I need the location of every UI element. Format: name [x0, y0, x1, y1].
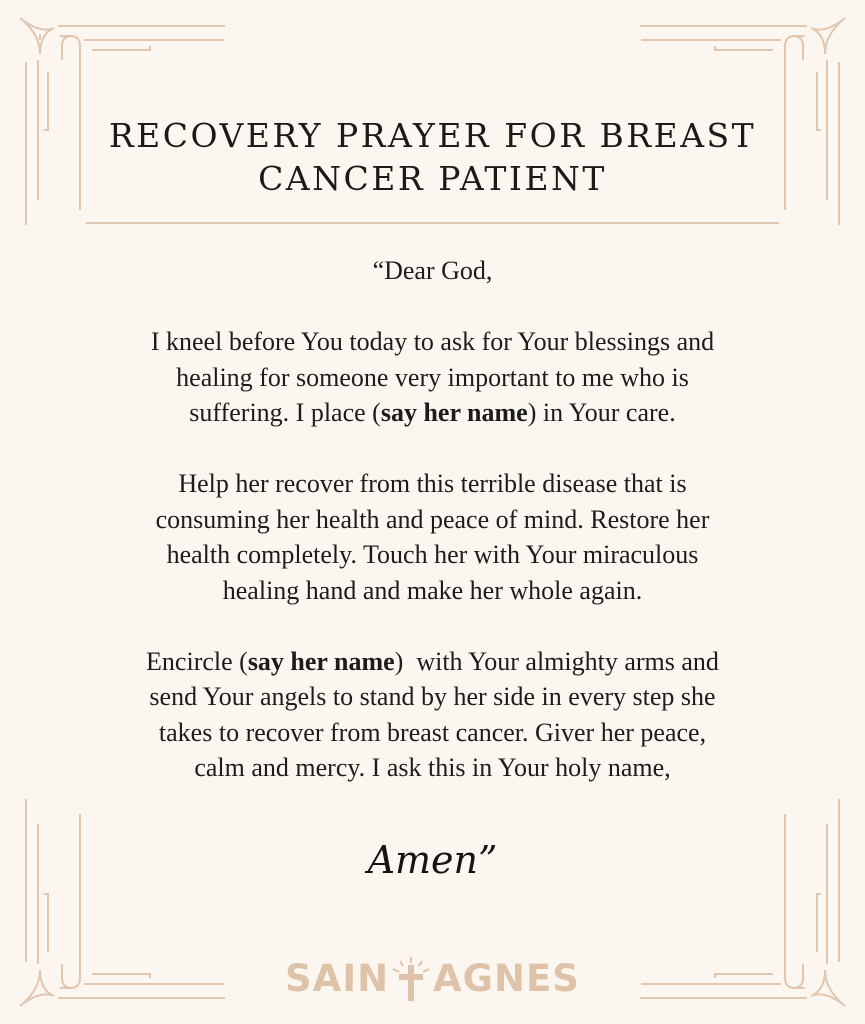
prayer-closing: Amen”: [367, 838, 498, 882]
prayer-text: [70, 253, 795, 786]
name-placeholder: say her name: [247, 646, 395, 676]
paragraph-3-line-2: send Your angels to stand by her side in every step she: [149, 682, 716, 711]
brand-text-right: AGNES: [433, 957, 580, 1000]
text-segment: Encircle (: [146, 646, 248, 676]
cross-icon: [389, 955, 433, 1003]
brand-text-left: SAIN: [285, 957, 390, 1000]
title-line-1: RECOVERY PRAYER FOR BREAST: [108, 116, 757, 155]
title-divider: [86, 222, 779, 224]
paragraph-2-line-1: Help her recover from this terrible disease that is: [178, 469, 687, 498]
paragraph-3-line-4: calm and mercy. I ask this in Your holy name,: [194, 753, 671, 782]
text-segment: suffering. I place (: [189, 398, 381, 427]
paragraph-1-line-1: I kneel before You today to ask for Your blessings and: [150, 327, 715, 356]
paragraph-1-line-3: [70, 395, 795, 431]
paragraph-3-line-3: takes to recover from breast cancer. Giver her peace,: [158, 717, 707, 747]
paragraph-2-line-2: consuming her health and peace of mind. Restore her: [155, 504, 710, 534]
brand-logo: [0, 955, 865, 1003]
text-segment: ) with Your almighty arms and: [394, 646, 719, 676]
paragraph-gap: [70, 608, 795, 644]
name-placeholder: say her name: [380, 398, 528, 427]
paragraph-2-line-4: healing hand and make her whole again.: [222, 575, 643, 605]
prayer-greeting: “Dear God,: [372, 256, 493, 285]
paragraph-1-line-2: healing for someone very important to me who is: [176, 362, 689, 392]
paragraph-2-line-3: health completely. Touch her with Your miraculous: [166, 540, 699, 569]
text-segment: ) in Your care.: [527, 398, 676, 427]
paragraph-gap: [70, 289, 795, 325]
page-title: [60, 114, 805, 200]
title-line-2: CANCER PATIENT: [258, 159, 607, 198]
paragraph-3-line-1: [70, 644, 795, 680]
paragraph-gap: [70, 431, 795, 467]
